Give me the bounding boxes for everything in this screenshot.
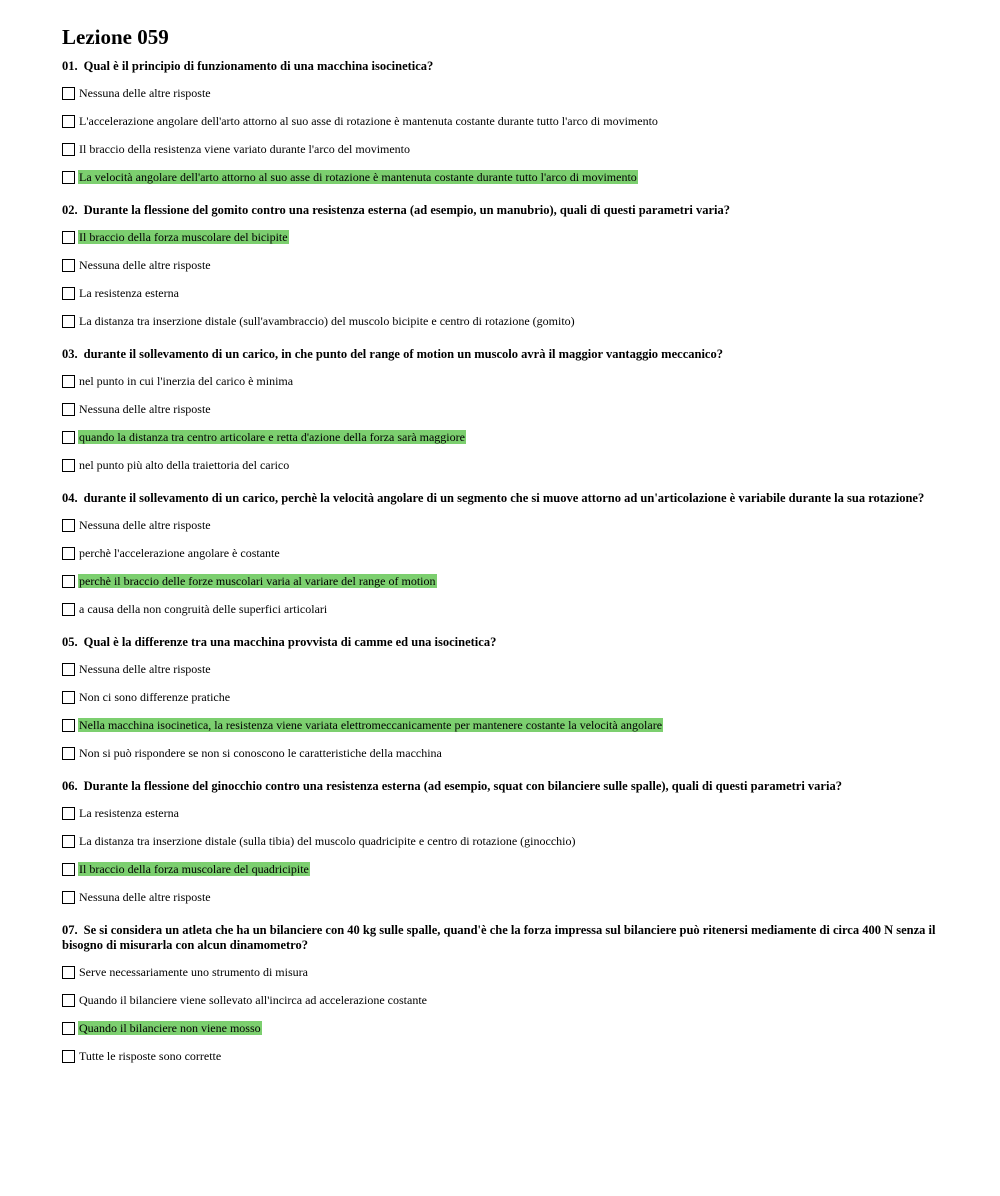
- answer-text: La velocità angolare dell'arto attorno al suo asse di rotazione è mantenuta costante durante tutto l'arco di movimento: [79, 170, 637, 184]
- answer-text: Non si può rispondere se non si conoscono le caratteristiche della macchina: [79, 746, 442, 760]
- answer-text: Serve necessariamente uno strumento di misura: [79, 965, 308, 979]
- question-title: [62, 347, 942, 362]
- checkbox-icon[interactable]: [62, 807, 75, 820]
- question-block: [62, 59, 1000, 191]
- question-block: [62, 635, 1000, 767]
- answer-option[interactable]: [62, 451, 1000, 479]
- answer-text: Il braccio della forza muscolare del bicipite: [79, 230, 288, 244]
- question-number: 05.: [62, 635, 78, 649]
- answer-option[interactable]: [62, 223, 1000, 251]
- answer-option[interactable]: [62, 986, 1000, 1014]
- question-number: 04.: [62, 491, 78, 505]
- answer-option[interactable]: [62, 595, 1000, 623]
- question-number: 03.: [62, 347, 78, 361]
- checkbox-icon[interactable]: [62, 1050, 75, 1063]
- question-block: [62, 491, 1000, 623]
- checkbox-icon[interactable]: [62, 603, 75, 616]
- question-text: Qual è il principio di funzionamento di una macchina isocinetica?: [83, 59, 434, 73]
- checkbox-icon[interactable]: [62, 143, 75, 156]
- answer-option[interactable]: [62, 1042, 1000, 1070]
- checkbox-icon[interactable]: [62, 691, 75, 704]
- answer-option[interactable]: [62, 107, 1000, 135]
- answer-option[interactable]: [62, 423, 1000, 451]
- question-title: [62, 491, 942, 506]
- checkbox-icon[interactable]: [62, 891, 75, 904]
- answer-option[interactable]: [62, 958, 1000, 986]
- answer-text: a causa della non congruità delle superfici articolari: [79, 602, 328, 616]
- answer-text: Nessuna delle altre risposte: [79, 518, 211, 532]
- question-block: [62, 923, 1000, 1070]
- checkbox-icon[interactable]: [62, 519, 75, 532]
- answer-option[interactable]: [62, 163, 1000, 191]
- answer-option[interactable]: [62, 1014, 1000, 1042]
- answer-option[interactable]: [62, 539, 1000, 567]
- answer-option[interactable]: [62, 511, 1000, 539]
- answer-option[interactable]: [62, 711, 1000, 739]
- checkbox-icon[interactable]: [62, 403, 75, 416]
- answer-option[interactable]: [62, 683, 1000, 711]
- checkbox-icon[interactable]: [62, 863, 75, 876]
- question-text: Se si considera un atleta che ha un bilanciere con 40 kg sulle spalle, quand'è che la forza impressa sul bilanciere può ritenersi mediamente di circa 400 N senza il bisogno di misurarla con alcun dinamometro?: [62, 923, 936, 952]
- answer-text: La distanza tra inserzione distale (sulla tibia) del muscolo quadricipite e centro di rotazione (ginocchio): [79, 834, 576, 848]
- answer-text: Non ci sono differenze pratiche: [79, 690, 231, 704]
- checkbox-icon[interactable]: [62, 375, 75, 388]
- answer-option[interactable]: [62, 855, 1000, 883]
- question-title: [62, 635, 942, 650]
- checkbox-icon[interactable]: [62, 663, 75, 676]
- question-title: [62, 923, 942, 953]
- answer-text: Nessuna delle altre risposte: [79, 662, 211, 676]
- answer-text: L'accelerazione angolare dell'arto attorno al suo asse di rotazione è mantenuta costante durante tutto l'arco di movimento: [79, 114, 658, 128]
- answer-text: Il braccio della resistenza viene variato durante l'arco del movimento: [79, 142, 411, 156]
- page-title: Lezione 059: [62, 25, 169, 49]
- answer-text: Nella macchina isocinetica, la resistenza viene variata elettromeccanicamente per mantenere costante la velocità angolare: [79, 718, 663, 732]
- checkbox-icon[interactable]: [62, 259, 75, 272]
- checkbox-icon[interactable]: [62, 315, 75, 328]
- answer-option[interactable]: [62, 395, 1000, 423]
- answer-text: perchè il braccio delle forze muscolari varia al variare del range of motion: [79, 574, 436, 588]
- question-title: [62, 59, 942, 74]
- checkbox-icon[interactable]: [62, 966, 75, 979]
- checkbox-icon[interactable]: [62, 719, 75, 732]
- checkbox-icon[interactable]: [62, 994, 75, 1007]
- question-block: [62, 203, 1000, 335]
- answer-text: Nessuna delle altre risposte: [79, 86, 211, 100]
- checkbox-icon[interactable]: [62, 459, 75, 472]
- question-number: 07.: [62, 923, 78, 937]
- answer-text: Nessuna delle altre risposte: [79, 258, 211, 272]
- answer-text: Nessuna delle altre risposte: [79, 890, 211, 904]
- question-title: [62, 779, 942, 794]
- answer-text: Quando il bilanciere viene sollevato all'incirca ad accelerazione costante: [79, 993, 427, 1007]
- answer-text: Quando il bilanciere non viene mosso: [79, 1021, 261, 1035]
- answer-option[interactable]: [62, 567, 1000, 595]
- question-text: durante il sollevamento di un carico, in che punto del range of motion un muscolo avrà il maggior vantaggio meccanico?: [83, 347, 723, 361]
- question-list: [62, 59, 1000, 1070]
- answer-option[interactable]: [62, 883, 1000, 911]
- checkbox-icon[interactable]: [62, 87, 75, 100]
- answer-text: Il braccio della forza muscolare del quadricipite: [79, 862, 309, 876]
- answer-text: perchè l'accelerazione angolare è costante: [79, 546, 280, 560]
- answer-option[interactable]: [62, 799, 1000, 827]
- answer-text: nel punto più alto della traiettoria del carico: [79, 458, 290, 472]
- answer-option[interactable]: [62, 827, 1000, 855]
- question-number: 06.: [62, 779, 78, 793]
- checkbox-icon[interactable]: [62, 575, 75, 588]
- answer-option[interactable]: [62, 739, 1000, 767]
- question-block: [62, 779, 1000, 911]
- question-title: [62, 203, 942, 218]
- answer-text: nel punto in cui l'inerzia del carico è minima: [79, 374, 294, 388]
- answer-option[interactable]: [62, 307, 1000, 335]
- checkbox-icon[interactable]: [62, 1022, 75, 1035]
- checkbox-icon[interactable]: [62, 115, 75, 128]
- question-number: 01.: [62, 59, 78, 73]
- answer-text: quando la distanza tra centro articolare e retta d'azione della forza sarà maggiore: [79, 430, 465, 444]
- question-text: Qual è la differenze tra una macchina provvista di camme ed una isocinetica?: [83, 635, 497, 649]
- checkbox-icon[interactable]: [62, 431, 75, 444]
- answer-text: Nessuna delle altre risposte: [79, 402, 211, 416]
- question-text: durante il sollevamento di un carico, perchè la velocità angolare di un segmento che si muove attorno ad un'articolazione è variabile durante la sua rotazione?: [83, 491, 925, 505]
- checkbox-icon[interactable]: [62, 231, 75, 244]
- checkbox-icon[interactable]: [62, 287, 75, 300]
- checkbox-icon[interactable]: [62, 835, 75, 848]
- answer-option[interactable]: [62, 79, 1000, 107]
- checkbox-icon[interactable]: [62, 547, 75, 560]
- checkbox-icon[interactable]: [62, 747, 75, 760]
- question-block: [62, 347, 1000, 479]
- answer-text: La resistenza esterna: [79, 286, 179, 300]
- answer-option[interactable]: [62, 655, 1000, 683]
- answer-option[interactable]: [62, 251, 1000, 279]
- question-text: Durante la flessione del ginocchio contro una resistenza esterna (ad esempio, squat con bilanciere sulle spalle), quali di questi parametri varia?: [83, 779, 842, 793]
- answer-text: La distanza tra inserzione distale (sull'avambraccio) del muscolo bicipite e centro di rotazione (gomito): [79, 314, 575, 328]
- checkbox-icon[interactable]: [62, 171, 75, 184]
- answer-option[interactable]: [62, 279, 1000, 307]
- answer-option[interactable]: [62, 135, 1000, 163]
- answer-text: La resistenza esterna: [79, 806, 179, 820]
- question-text: Durante la flessione del gomito contro una resistenza esterna (ad esempio, un manubrio), quali di questi parametri varia?: [83, 203, 731, 217]
- answer-text: Tutte le risposte sono corrette: [79, 1049, 222, 1063]
- question-number: 02.: [62, 203, 78, 217]
- answer-option[interactable]: [62, 367, 1000, 395]
